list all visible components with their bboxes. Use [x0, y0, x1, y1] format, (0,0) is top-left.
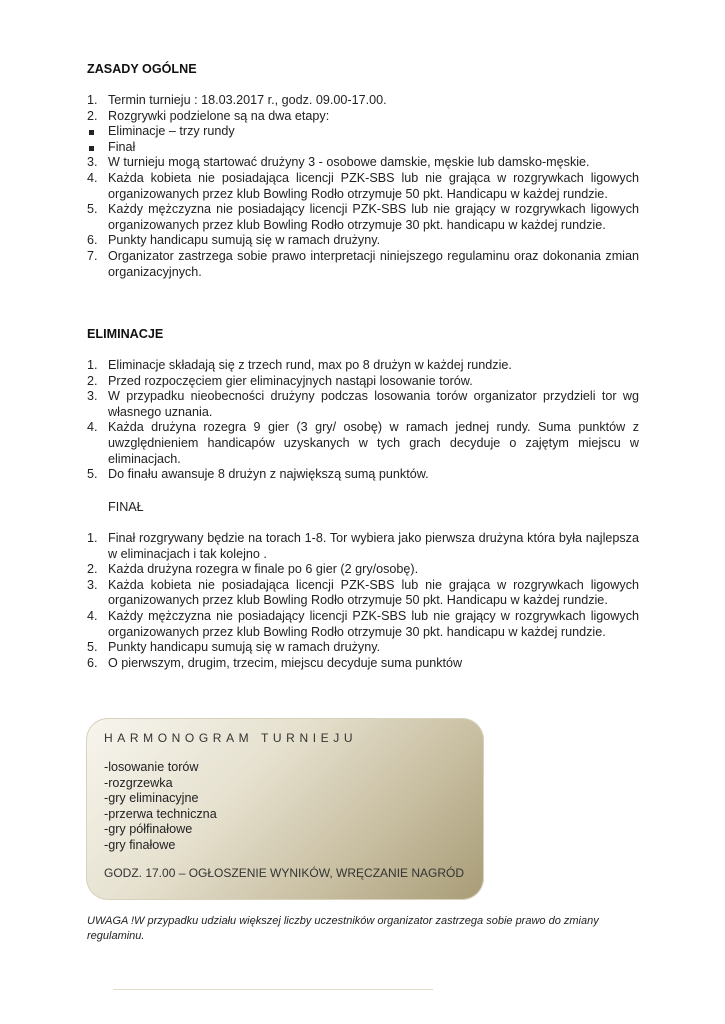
bullet-icon [89, 130, 94, 135]
list-item: 2. Przed rozpoczęciem gier eliminacyjnych nastąpi losowanie torów. [87, 373, 473, 388]
list-item: 7. Organizator zastrzega sobie prawo interpretacji niniejszego regulaminu oraz dokonania zmian organizacyjnych. [87, 248, 639, 279]
list-item: -gry eliminacyjne [104, 791, 199, 806]
list-item: -przerwa techniczna [104, 806, 217, 821]
list-item: 3. W przypadku nieobecności drużyny podczas losowania torów organizator przydzieli tor wg własnego uznania. [87, 389, 639, 419]
heading-zasady-ogolne: ZASADY OGÓLNE [87, 62, 197, 76]
list-item: 5. Punkty handicapu sumują się w ramach drużyny. [87, 640, 381, 655]
heading-eliminacje: ELIMINACJE [87, 327, 164, 341]
list-item: 4. Każda kobieta nie posiadająca licencji PZK-SBS lub nie grająca w rozgrywkach ligowych organizowanych przez klub Bowling Rodło otrzymuje 50 pkt. Handicapu w każdej rundzie. [87, 170, 639, 201]
list-eliminacje [87, 358, 639, 483]
list-item: 4. Każdy mężczyzna nie posiadający licencji PZK-SBS lub nie grający w rozgrywkach ligowych organizowanych przez klub Bowling Rodło otrzymuje 30 pkt. handicapu w każdej rundzie. [87, 608, 639, 639]
harmonogram-note: GODZ. 17.00 – OGŁOSZENIE WYNIKÓW, WRĘCZANIE NAGRÓD [104, 866, 465, 880]
heading-final: FINAŁ [108, 500, 144, 514]
list-final [87, 531, 639, 671]
harmonogram-title: HARMONOGRAM TURNIEJU [104, 731, 358, 745]
list-item: 3. W turnieju mogą startować drużyny 3 - osobowe damskie, męskie lub damsko-męskie. [87, 155, 590, 170]
list-item: 6. O pierwszym, drugim, trzecim, miejscu decyduje suma punktów [87, 655, 463, 670]
list-item: 3. Każda kobieta nie posiadająca licencji PZK-SBS lub nie grająca w rozgrywkach ligowych organizowanych przez klub Bowling Rodło otrzymuje 50 pkt. Handicapu w każdej rundzie. [87, 577, 639, 608]
list-item: 1. Eliminacje składają się z trzech rund, max po 8 drużyn w każdej rundzie. [87, 358, 512, 372]
harmonogram-box [86, 718, 484, 900]
list-item: -gry półfinałowe [104, 822, 193, 837]
list-item: -losowanie torów [104, 760, 199, 774]
list-item: 1. Finał rozgrywany będzie na torach 1-8. Tor wybiera jako pierwsza drużyna która była najlepsza w eliminacjach i tak kolejno . [87, 531, 639, 561]
list-item: -rozgrzewka [104, 775, 173, 790]
list-item: -gry finałowe [104, 837, 176, 852]
list-item: 2. Rozgrywki podzielone są na dwa etapy: [87, 108, 330, 123]
list-item: 6. Punkty handicapu sumują się w ramach drużyny. [87, 233, 381, 248]
list-item: Finał [87, 140, 639, 156]
list-item: 2. Każda drużyna rozegra w finale po 6 gier (2 gry/osobę). [87, 562, 419, 577]
list-item: 1. Termin turnieju : 18.03.2017 r., godz. 09.00-17.00. [87, 93, 387, 107]
harmonogram-list [104, 760, 217, 854]
list-item: 5. Każdy mężczyzna nie posiadający licencji PZK-SBS lub nie grający w rozgrywkach ligowych organizowanych przez klub Bowling Rodło otrzymuje 30 pkt. handicapu w każdej rundzie. [87, 202, 639, 232]
bullet-icon [89, 146, 94, 151]
list-item: 5. Do finału awansuje 8 drużyn z największą sumą punktów. [87, 467, 429, 482]
list-item: 4. Każda drużyna rozegra 9 gier (3 gry/ osobę) w ramach jednej rundy. Suma punktów z uwzględnieniem handicapów uzyskanych w tych grach decyduje o zajętym miejscu w eliminacjach. [87, 420, 639, 466]
uwaga-note: UWAGA !W przypadku udziału większej liczby uczestników organizator zastrzega sobie prawo do zmiany regulaminu. [87, 915, 599, 942]
list-item: Eliminacje – trzy rundy [87, 124, 639, 140]
footer-divider [113, 989, 433, 990]
list-zasady [87, 93, 639, 280]
